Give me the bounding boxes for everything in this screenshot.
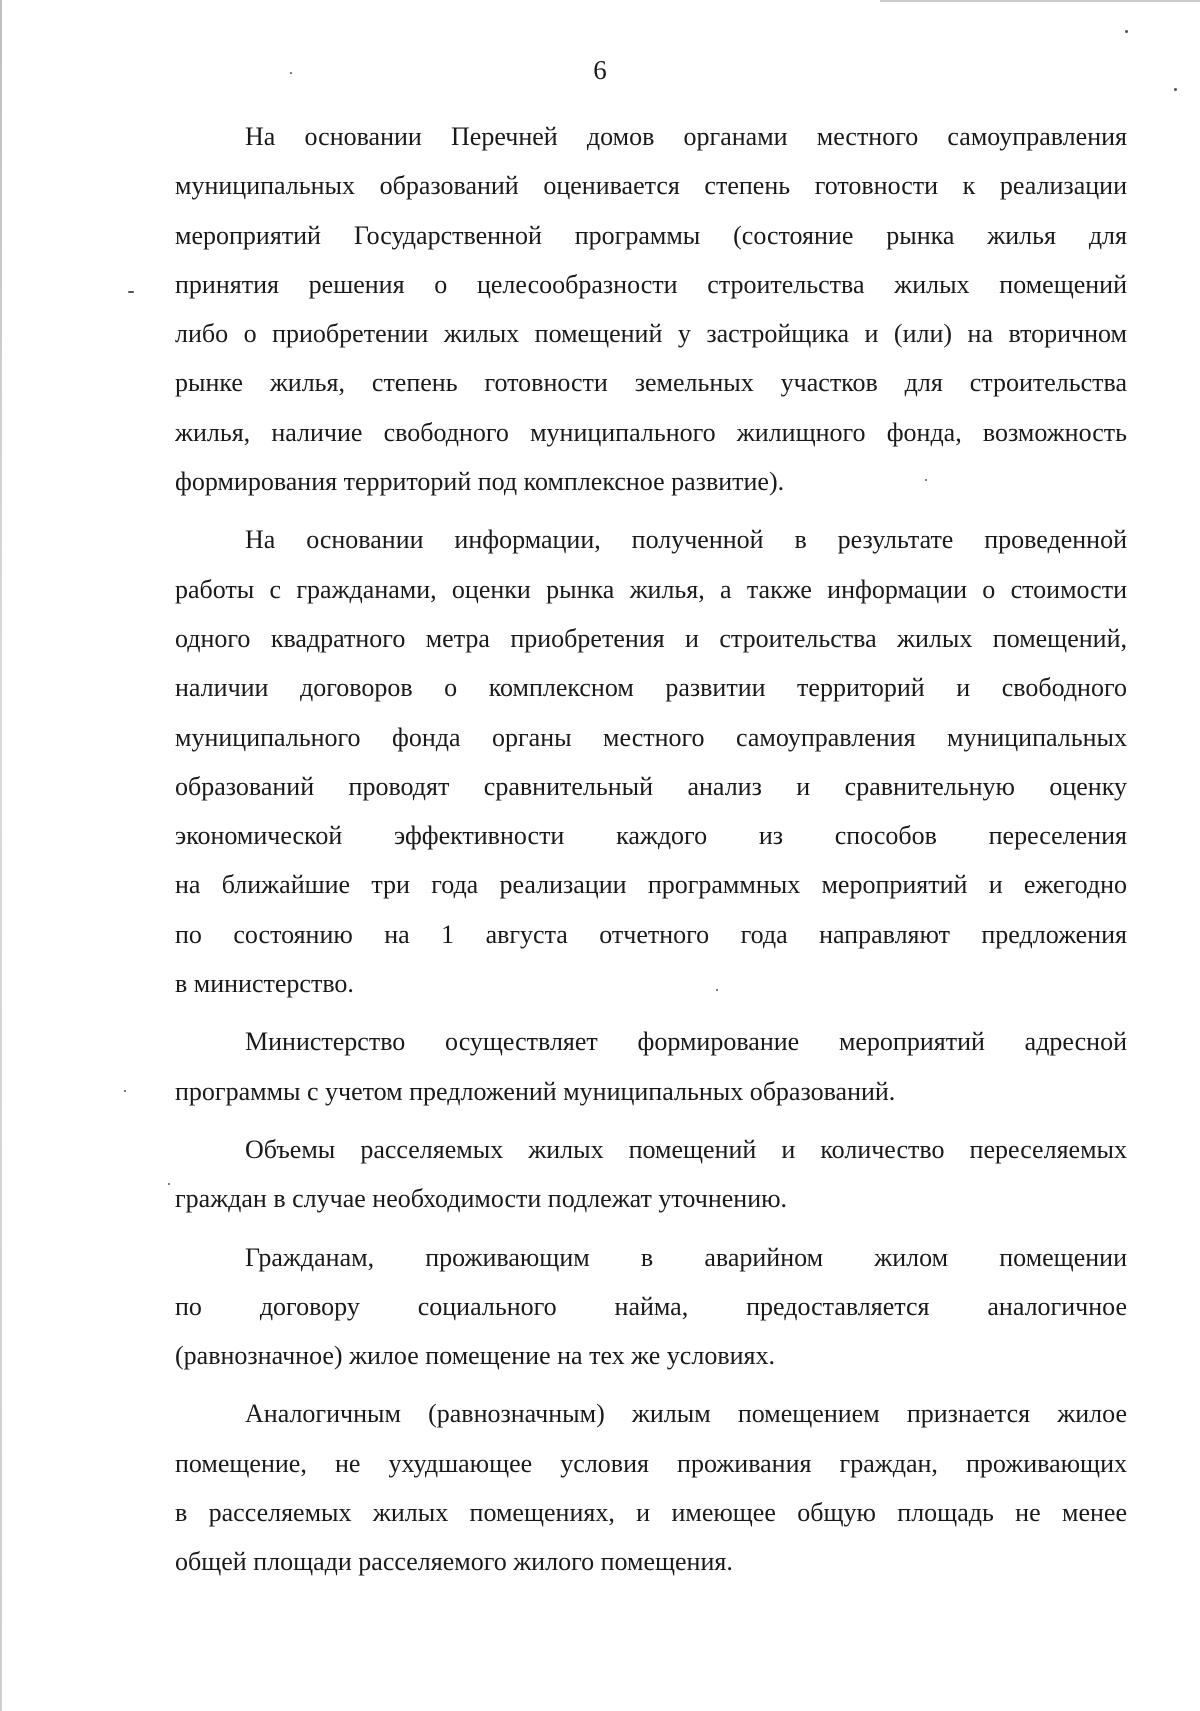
- paragraph: [175, 1017, 1127, 1116]
- scan-left-margin-rule: [0, 0, 2, 1711]
- paragraph-line: общей площади расселяемого жилого помещения.: [175, 1547, 733, 1577]
- paragraph-line: Объемы расселяемых жилых помещений и количество переселяемых: [245, 1134, 1127, 1164]
- scan-speck: [168, 1183, 170, 1185]
- paragraph-line: (равнозначное) жилое помещение на тех же условиях.: [175, 1341, 775, 1371]
- paragraph-line: Министерство осуществляет формирование мероприятий адресной: [245, 1027, 1127, 1057]
- paragraph-line: мероприятий Государственной программы (состояние рынка жилья для: [175, 220, 1127, 250]
- paragraph-line: жилья, наличие свободного муниципального жилищного фонда, возможность: [175, 417, 1127, 447]
- paragraph-line: граждан в случае необходимости подлежат уточнению.: [175, 1184, 788, 1214]
- paragraph-line: программы с учетом предложений муниципальных образований.: [175, 1076, 896, 1106]
- paragraph-line: по договору социального найма, предоставляется аналогичное: [175, 1291, 1127, 1321]
- paragraph: [175, 1125, 1127, 1224]
- paragraph-line: работы с гражданами, оценки рынка жилья, а также информации о стоимости: [175, 574, 1127, 604]
- paragraph: [175, 1233, 1127, 1381]
- scan-speck: [124, 1090, 126, 1092]
- paragraph-line: муниципального фонда органы местного самоуправления муниципальных: [175, 722, 1127, 752]
- paragraph-line: Гражданам, проживающим в аварийном жилом помещении: [245, 1242, 1127, 1272]
- paragraph-line: наличии договоров о комплексном развитии территорий и свободного: [175, 673, 1127, 703]
- paragraph-line: муниципальных образований оценивается степень готовности к реализации: [175, 171, 1127, 201]
- paragraph: [175, 1389, 1127, 1586]
- paragraph-line: принятия решения о целесообразности строительства жилых помещений: [175, 269, 1127, 299]
- scan-top-rule: [880, 0, 1200, 2]
- scan-speck: [128, 291, 134, 293]
- paragraph-line: Аналогичным (равнозначным) жилым помещением признается жилое: [245, 1399, 1127, 1429]
- paragraph-line: формирования территорий под комплексное развитие).: [175, 467, 785, 497]
- paragraph-line: одного квадратного метра приобретения и строительства жилых помещений,: [175, 623, 1127, 653]
- paragraph: [175, 112, 1127, 506]
- paragraph-line: на ближайшие три года реализации программных мероприятий и ежегодно: [175, 870, 1127, 900]
- paragraph-line: либо о приобретении жилых помещений у застройщика и (или) на вторичном: [175, 319, 1127, 349]
- paragraph-line: помещение, не ухудшающее условия проживания граждан, проживающих: [175, 1448, 1127, 1478]
- document-body: [175, 112, 1127, 1587]
- scan-speck: [1125, 30, 1128, 33]
- paragraph-line: На основании информации, полученной в результате проведенной: [245, 525, 1127, 555]
- paragraph-line: в министерство.: [175, 969, 354, 999]
- paragraph: [175, 515, 1127, 1008]
- paragraph-line: в расселяемых жилых помещениях, и имеющее общую площадь не менее: [175, 1498, 1127, 1528]
- scan-speck: [1174, 88, 1177, 91]
- paragraph-line: рынке жилья, степень готовности земельных участков для строительства: [175, 368, 1127, 398]
- paragraph-line: по состоянию на 1 августа отчетного года направляют предложения: [175, 919, 1127, 949]
- paragraph-line: экономической эффективности каждого из способов переселения: [175, 821, 1127, 851]
- paragraph-line: образований проводят сравнительный анализ и сравнительную оценку: [175, 771, 1127, 801]
- page-number: 6: [593, 55, 607, 85]
- paragraph-line: На основании Перечней домов органами местного самоуправления: [245, 122, 1127, 151]
